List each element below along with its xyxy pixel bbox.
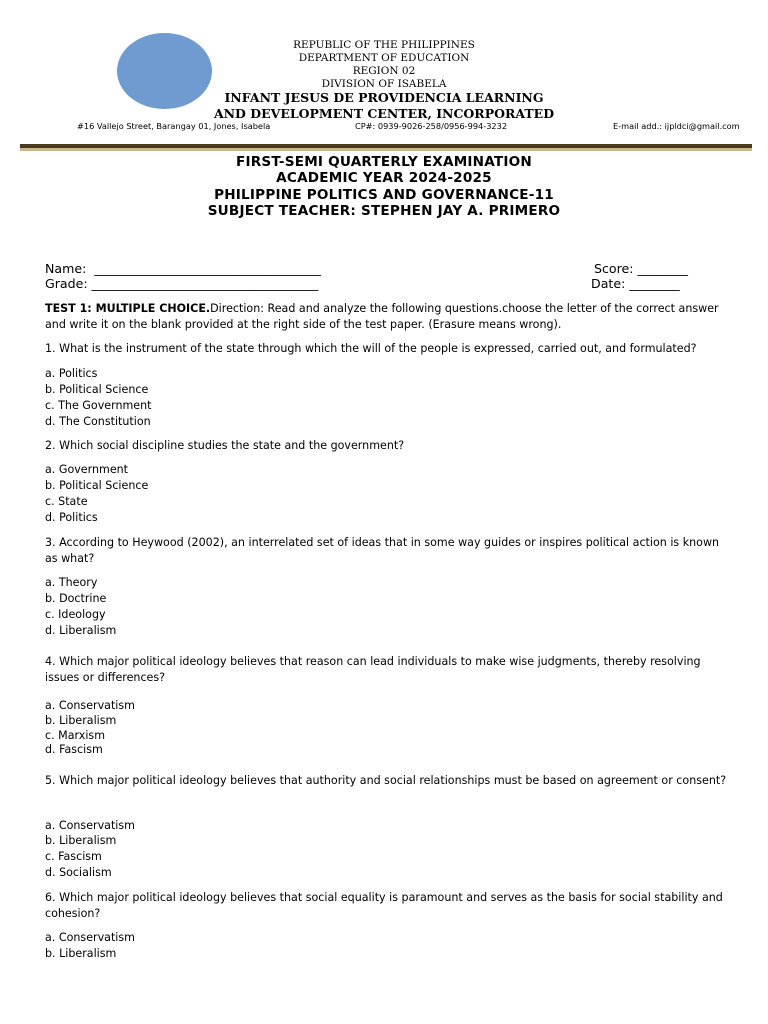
q1-option-d[interactable]: d. The Constitution [45, 415, 151, 428]
q5-option-b[interactable]: b. Liberalism [45, 834, 117, 847]
score-field[interactable]: Score: ________ [594, 261, 688, 276]
question-4: 4. Which major political ideology believes that reason can lead individuals to make wise judgments, thereby resolving issues or differences? [45, 655, 701, 684]
academic-year: ACADEMIC YEAR 2024-2025 [276, 170, 492, 186]
q1-option-b[interactable]: b. Political Science [45, 383, 149, 396]
school-phone: CP#: 0939-9026-258/0956-994-3232 [355, 121, 508, 131]
grade-field[interactable]: Grade: ____________________________________ [45, 276, 319, 291]
name-field[interactable]: Name: ____________________________________ [45, 261, 322, 276]
q6-option-a[interactable]: a. Conservatism [45, 931, 135, 944]
q3-option-d[interactable]: d. Liberalism [45, 624, 117, 637]
q1-option-a[interactable]: a. Politics [45, 367, 98, 380]
question-1: 1. What is the instrument of the state through which the will of the people is expressed, carried out, and formulated? [45, 342, 697, 355]
header-department: DEPARTMENT OF EDUCATION [298, 52, 470, 64]
question-2: 2. Which social discipline studies the state and the government? [45, 439, 405, 452]
subject-teacher: SUBJECT TEACHER: STEPHEN JAY A. PRIMERO [207, 203, 561, 219]
question-3: 3. According to Heywood (2002), an interrelated set of ideas that in some way guides or inspires political action is known as what? [45, 536, 720, 565]
q3-option-a[interactable]: a. Theory [45, 576, 98, 589]
q4-option-b[interactable]: b. Liberalism [45, 714, 117, 727]
q2-option-a[interactable]: a. Government [45, 463, 129, 476]
q4-option-d[interactable]: d. Fascism [45, 743, 103, 756]
q2-option-b[interactable]: b. Political Science [45, 479, 149, 492]
q5-option-d[interactable]: d. Socialism [45, 866, 112, 879]
q4-option-c[interactable]: c. Marxism [45, 729, 106, 742]
header-division: DIVISION OF ISABELA [321, 78, 447, 90]
exam-title: FIRST-SEMI QUARTERLY EXAMINATION [236, 154, 532, 170]
q5-option-a[interactable]: a. Conservatism [45, 819, 135, 832]
q4-option-a[interactable]: a. Conservatism [45, 699, 135, 712]
question-6: 6. Which major political ideology believes that social equality is paramount and serves as the basis for social stability and cohesion? [45, 891, 723, 920]
school-email: E-mail add.: ijpldci@gmail.com [613, 121, 740, 131]
q6-option-b[interactable]: b. Liberalism [45, 947, 117, 960]
q2-option-c[interactable]: c. State [45, 495, 88, 508]
subject-name: PHILIPPINE POLITICS AND GOVERNANCE-11 [214, 187, 554, 203]
q5-option-c[interactable]: c. Fascism [45, 850, 102, 863]
question-5: 5. Which major political ideology believes that authority and social relationships must be based on agreement or consent? [45, 774, 727, 787]
school-name-line1: INFANT JESUS DE PROVIDENCIA LEARNING [224, 90, 544, 105]
header-region: REGION 02 [352, 65, 416, 77]
header-republic: REPUBLIC OF THE PHILIPPINES [293, 39, 475, 51]
test-instructions [45, 301, 735, 332]
school-address: #16 Vallejo Street, Barangay 01, Jones, Isabela [77, 121, 271, 131]
school-name-line2: AND DEVELOPMENT CENTER, INCORPORATED [213, 106, 555, 121]
header-divider-accent [20, 148, 752, 151]
q3-option-c[interactable]: c. Ideology [45, 608, 106, 621]
date-field[interactable]: Date: ________ [591, 276, 680, 291]
test-label: TEST 1: MULTIPLE CHOICE. [45, 302, 211, 315]
q3-option-b[interactable]: b. Doctrine [45, 592, 107, 605]
q1-option-c[interactable]: c. The Government [45, 399, 152, 412]
q2-option-d[interactable]: d. Politics [45, 511, 98, 524]
test-direction: Direction: Read and analyze the following questions.choose the letter of the correct answer and write it on the blank provided at the right side of the test paper. (Erasure means wrong). [45, 302, 719, 331]
